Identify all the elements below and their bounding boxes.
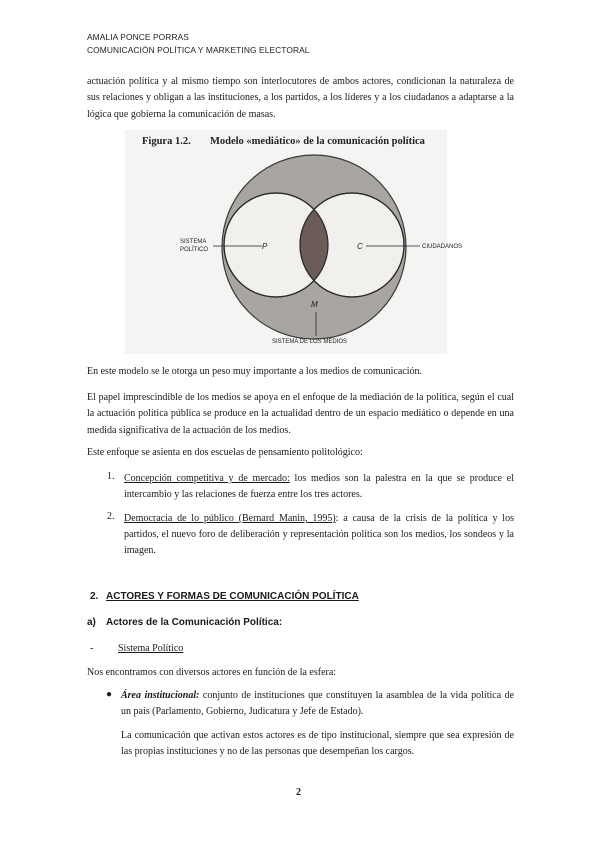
sub-item-dash: - xyxy=(90,643,94,654)
list-item-1 xyxy=(124,471,514,503)
list-number-2: 2. xyxy=(107,511,115,522)
label-c: C xyxy=(357,242,363,251)
list-text-2: : a causa de la crisis de la política y los partidos, el nuevo foro de deliberación y representación política son los medios, los sondeos y la imagen. xyxy=(124,513,514,557)
section-2-number: 2. xyxy=(90,591,99,602)
list-text-1: los medios son la palestra en la que se produce el intercambio y las relaciones de fuerza entre los tres actores. xyxy=(124,473,514,501)
list-item-2 xyxy=(124,511,514,560)
list-number-1: 1. xyxy=(107,471,115,482)
label-citizens: CIUDADANOS xyxy=(422,244,463,250)
bullet-icon: ● xyxy=(106,689,113,700)
label-m: M xyxy=(311,300,318,309)
paragraph-1: En este modelo se le otorga un peso muy importante a los medios de comunicación. xyxy=(87,366,423,377)
bullet-term: Área institucional: xyxy=(121,690,200,701)
bullet-text: conjunto de instituciones que constituyen la asamblea de la vida política de un país (Parlamento, Gobierno, Judicatura y Jefe de Estado). xyxy=(121,690,515,718)
paragraph-2: El papel imprescindible de los medios se apoya en el enfoque de la mediación de la política, según el cual la actuación política pública se produce en la actualidad dentro de un espacio mediático o depende en una medida significativa de la actuación de los medios. xyxy=(87,392,514,436)
header-author: AMALIA PONCE PORRAS xyxy=(87,32,189,42)
figure-number: Figura 1.2. xyxy=(142,136,191,147)
label-political-line2: POLÍTICO xyxy=(180,247,209,253)
figure-title: Modelo «mediático» de la comunicación política xyxy=(209,136,425,147)
section-2-title: ACTORES Y FORMAS DE COMUNICACIÓN POLÍTICA xyxy=(106,591,359,602)
label-political-line1: SISTEMA xyxy=(180,239,207,245)
list-term-1: Concepción competitiva y de mercado: xyxy=(124,473,290,484)
subsection-a-letter: a) xyxy=(87,617,96,628)
subsection-a-title: Actores de la Comunicación Política: xyxy=(106,617,283,628)
page-number: 2 xyxy=(296,787,301,798)
intro-paragraph: actuación política y al mismo tiempo son interlocutores de ambos actores, condicionan la naturaleza de sus relaciones y obligan a las instituciones, a los partidos, a los líderes y a los ciudadanos a adaptarse a la lógica que gobierna la comunicación de masas. xyxy=(87,76,514,120)
label-media-system: SISTEMA DE LOS MEDIOS xyxy=(272,339,348,345)
paragraph-4: Nos encontramos con diversos actores en función de la esfera: xyxy=(87,667,337,678)
paragraph-5: La comunicación que activan estos actores es de tipo institucional, siempre que sea expresión de las propias instituciones y no de las personas que desempeñan los cargos. xyxy=(121,730,514,758)
header-course: COMUNICACIÓN POLÍTICA Y MARKETING ELECTORAL xyxy=(87,45,310,55)
bullet-item xyxy=(121,688,514,720)
list-term-2: Democracia de lo público (Bernard Manin, 1995) xyxy=(124,513,336,524)
paragraph-3: Este enfoque se asienta en dos escuelas de pensamiento politológico: xyxy=(87,447,363,458)
label-p: P xyxy=(262,242,268,251)
sub-item-title: Sistema Político xyxy=(118,643,184,654)
